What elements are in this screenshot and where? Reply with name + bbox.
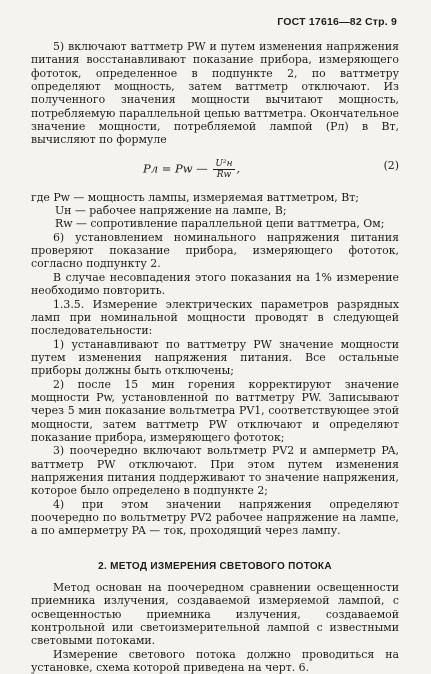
section-title: 2. МЕТОД ИЗМЕРЕНИЯ СВЕТОВОГО ПОТОКА xyxy=(98,560,332,572)
formula-fraction xyxy=(213,159,234,180)
where-line: где Pw — мощность лампы, измеряемая ваттметром, Вт; xyxy=(31,190,359,204)
paragraph: 5) включают ваттметр PW и путем изменения напряжения питания восстанавливают показание прибора, измеряющего фототок, определенное в подпункте 2, по ваттметру определяют мощность, затем ваттметр отключают. Из полученного значения мощности вычитают мощность, потребляемую параллельной цепью ваттметра. Окончательное значение мощности, потребляемой лампой (Pл) в Вт, вычисляют по формуле xyxy=(31,40,399,147)
formula-tail: , xyxy=(236,161,241,176)
paragraph: В случае несовпадения этого показания на 1% измерение необходимо повторить. xyxy=(31,270,399,298)
where-line: Uн — рабочее напряжение на лампе, В; xyxy=(55,204,287,218)
paragraph: Метод основан на поочередном сравнении освещенности приемника излучения, создаваемой измеряемой лампой, с освещенностью приемника излучения, создаваемой контрольной или светоизмерительной лампой с известными световыми потоками. xyxy=(31,581,399,648)
paragraph: 3) поочередно включают вольтметр PV2 и амперметр PA, ваттметр PW отключают. При этом путем изменения напряжения питания поддерживают то значение напряжения, которое было определено в подпункте 2; xyxy=(31,444,399,498)
page-content xyxy=(31,40,399,674)
paragraph: 6) установлением номинального напряжения питания проверяют показание прибора, измеряющего фототок, согласно подпункту 2. xyxy=(31,230,399,271)
fraction-numerator: U²н xyxy=(215,158,233,169)
paragraph: Измерение светового потока должно проводиться на установке, схема которой приведена на черт. 6. xyxy=(31,647,399,674)
formula-block xyxy=(31,149,399,189)
paragraph: 2) после 15 мин горения корректируют значение мощности Pw, установленной по ваттметру PW. Записывают через 5 мин показание вольтметра PV1, соответствующее этой мощности, затем ваттметр PW отключают и определяют показание прибора, измеряющего фототок; xyxy=(31,377,399,444)
where-line: Rw — сопротивление параллельной цепи ваттметра, Ом; xyxy=(55,217,385,231)
formula-expression xyxy=(143,159,240,180)
paragraph: 4) при этом значении напряжения определяют поочередно по вольтметру PV2 рабочее напряжение на лампе, а по амперметру PA — ток, проходящий через лампу. xyxy=(31,497,399,538)
paragraph: 1.3.5. Измерение электрических параметров разрядных ламп при номинальной мощности проводят в следующей последовательности: xyxy=(31,297,399,338)
formula-number: (2) xyxy=(383,158,399,172)
formula-lhs: Pл = Pw — xyxy=(143,161,208,176)
fraction-denominator: Rw xyxy=(216,169,232,180)
paragraph: 1) устанавливают по ваттметру PW значение мощности путем изменения напряжения питания. Все остальные приборы должны быть отключены; xyxy=(31,337,399,378)
page-header: ГОСТ 17616—82 Стр. 9 xyxy=(277,16,397,28)
